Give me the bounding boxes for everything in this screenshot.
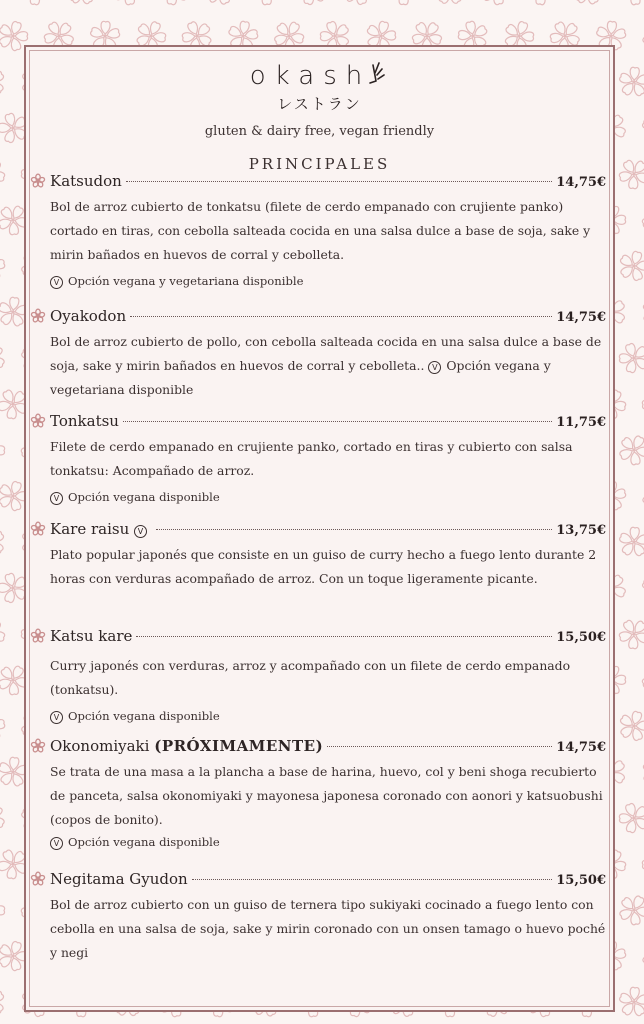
vegan-v-icon: V (428, 361, 441, 374)
item-option-text: Opción vegana disponible (68, 709, 220, 723)
sakura-pattern-flower (476, 0, 515, 9)
sakura-pattern-flower (637, 936, 644, 976)
sakura-pattern-flower (636, 199, 644, 241)
item-option-text: Opción vegana y vegetariana disponible (50, 358, 551, 397)
sakura-pattern-flower (614, 890, 644, 930)
sakura-pattern-flower (615, 248, 644, 284)
sakura-pattern-flower (0, 891, 9, 929)
item-description-text: Bol de arroz cubierto de pollo, con cebolla salteada cocida en una salsa dulce a base de soja, sake y mirin bañados en huevos de corral y cebolleta.. (50, 334, 602, 373)
sakura-pattern-flower (613, 613, 644, 655)
vegan-v-icon: V (50, 492, 63, 505)
sakura-pattern-flower (435, 0, 466, 4)
dot-leader (126, 181, 552, 182)
menu-item-oyakodon (50, 307, 606, 402)
tagline: gluten & dairy free, vegan friendly (204, 124, 435, 139)
sakura-pattern-flower (0, 249, 7, 282)
sakura-pattern-flower (636, 659, 644, 701)
brand-subtitle: レストラン (277, 95, 362, 113)
sakura-flower-icon (30, 871, 46, 887)
dot-leader (327, 746, 552, 747)
item-description: Curry japonés con verduras, arroz y acompañado con un filete de cerdo empanado (tonkatsu). (50, 658, 571, 697)
item-option (50, 707, 606, 725)
brand-logo (26, 61, 613, 91)
sakura-pattern-flower (618, 526, 644, 557)
sakura-pattern-flower (521, 0, 563, 11)
item-description (50, 330, 606, 402)
sakura-pattern-flower (614, 0, 644, 10)
sakura-pattern-flower (614, 430, 644, 470)
item-name: Tonkatsu (50, 412, 119, 430)
vegan-v-icon: V (50, 711, 63, 724)
sakura-pattern-flower (0, 337, 11, 379)
item-name: Negitama Gyudon (50, 870, 188, 888)
sakura-pattern-flower (0, 154, 11, 195)
sakura-pattern-flower (108, 0, 148, 10)
menu-item-katsu-kare (50, 627, 606, 725)
sakura-flower-icon (30, 738, 46, 754)
sakura-pattern-flower (0, 614, 11, 655)
dot-leader (123, 421, 552, 422)
sakura-pattern-flower (15, 0, 57, 11)
item-name: Katsudon (50, 172, 122, 190)
sakura-pattern-flower (0, 431, 9, 469)
menu-item-tonkatsu (50, 412, 606, 506)
sakura-pattern-flower (0, 797, 11, 839)
item-price: 11,75€ (556, 415, 606, 430)
sakura-pattern-flower (0, 0, 11, 11)
item-name-text: Kare raisu (50, 520, 130, 538)
item-option (50, 272, 606, 290)
sakura-pattern-flower (0, 521, 11, 563)
sakura-pattern-flower (618, 66, 644, 97)
sakura-pattern-flower (613, 153, 644, 195)
sakura-pattern-flower (153, 0, 195, 11)
sakura-pattern-flower (637, 16, 644, 56)
item-description: Se trata de una masa a la plancha a base de harina, huevo, col y beni shoga recubierto de panceta, salsa okonomiyaki y mayonesa japonesa coronado con aonori y katsuobushi (copos de bonito). (50, 764, 603, 827)
sakura-flower-icon (30, 173, 46, 189)
item-price: 15,50€ (556, 873, 606, 888)
sakura-pattern-flower (291, 0, 332, 11)
item-name: Oyakodon (50, 307, 127, 325)
sakura-pattern-flower (615, 708, 644, 744)
dot-leader (136, 636, 552, 637)
dot-leader (130, 316, 552, 317)
item-option-text: Opción vegana disponible (68, 490, 220, 504)
item-price: 14,75€ (556, 740, 606, 755)
menu-item-kare-raisu (50, 520, 606, 591)
vegan-v-icon: V (50, 837, 63, 850)
item-name (50, 520, 152, 538)
sakura-pattern-flower (0, 981, 11, 1023)
section-title: PRINCIPALES (248, 155, 391, 173)
item-description: Bol de arroz cubierto con un guiso de ternera tipo sukiyaki cocinado a fuego lento con cebolla en una salsa de soja, sake y mirin coronado con un onsen tamago o huevo poché y negi (50, 897, 606, 960)
item-name (50, 737, 323, 755)
dot-leader (156, 529, 552, 530)
sakura-flower-icon (30, 521, 46, 537)
sakura-pattern-flower (339, 0, 376, 8)
sakura-pattern-flower (245, 0, 286, 10)
vegan-v-icon: V (134, 525, 147, 538)
item-price: 15,50€ (556, 630, 606, 645)
sakura-pattern-flower (637, 476, 644, 516)
coming-soon-badge: (PRÓXIMAMENTE) (154, 737, 324, 755)
sakura-pattern-flower (0, 709, 7, 742)
item-name: Katsu kare (50, 627, 133, 645)
sakura-pattern-flower (0, 61, 11, 103)
menu-item-negitama-gyudon (50, 870, 606, 965)
sakura-pattern-flower (638, 754, 644, 790)
sakura-flower-icon (30, 628, 46, 644)
sakura-flower-icon (30, 413, 46, 429)
item-price: 14,75€ (556, 310, 606, 325)
sakura-pattern-flower (618, 986, 644, 1017)
sakura-sprig-icon (367, 61, 389, 87)
brand-name: okash (249, 61, 372, 91)
sakura-pattern-flower (613, 337, 644, 379)
sakura-pattern-flower (636, 383, 644, 425)
item-price: 13,75€ (556, 523, 606, 538)
menu-item-okonomiyaki (50, 737, 606, 851)
menu-item-katsudon (50, 172, 606, 290)
sakura-pattern-flower (66, 0, 99, 6)
item-price: 14,75€ (556, 175, 606, 190)
sakura-pattern-flower (571, 0, 604, 6)
item-description: Plato popular japonés que consiste en un guiso de curry hecho a fuego lento durante 2 horas con verduras acompañado de arroz. Con un toque ligeramente picante. (50, 547, 597, 586)
item-option-text: Opción vegana y vegetariana disponible (68, 274, 304, 288)
item-description: Bol de arroz cubierto de tonkatsu (filete de cerdo empanado con crujiente panko) cortado en tiras, con cebolla salteada cocida en una salsa dulce a base de soja, sake y mirin bañados en huevos de corral y cebolleta. (50, 199, 591, 262)
item-option (50, 488, 606, 506)
sakura-pattern-flower (638, 294, 644, 330)
sakura-flower-icon (30, 308, 46, 324)
sakura-pattern-flower (613, 797, 644, 839)
item-name-text: Okonomiyaki (50, 737, 150, 755)
item-option-text: Opción vegana disponible (68, 835, 220, 849)
sakura-pattern-flower (636, 843, 644, 885)
sakura-pattern-flower (383, 0, 425, 11)
menu-header (26, 61, 613, 173)
dot-leader (192, 879, 553, 880)
vegan-v-icon: V (50, 276, 63, 289)
item-description: Filete de cerdo empanado en crujiente panko, cortado en tiras y cubierto con salsa tonkatsu: Acompañado de arroz. (50, 439, 573, 478)
item-option (50, 833, 606, 851)
sakura-pattern-flower (202, 0, 237, 7)
menu-card (24, 45, 615, 1012)
